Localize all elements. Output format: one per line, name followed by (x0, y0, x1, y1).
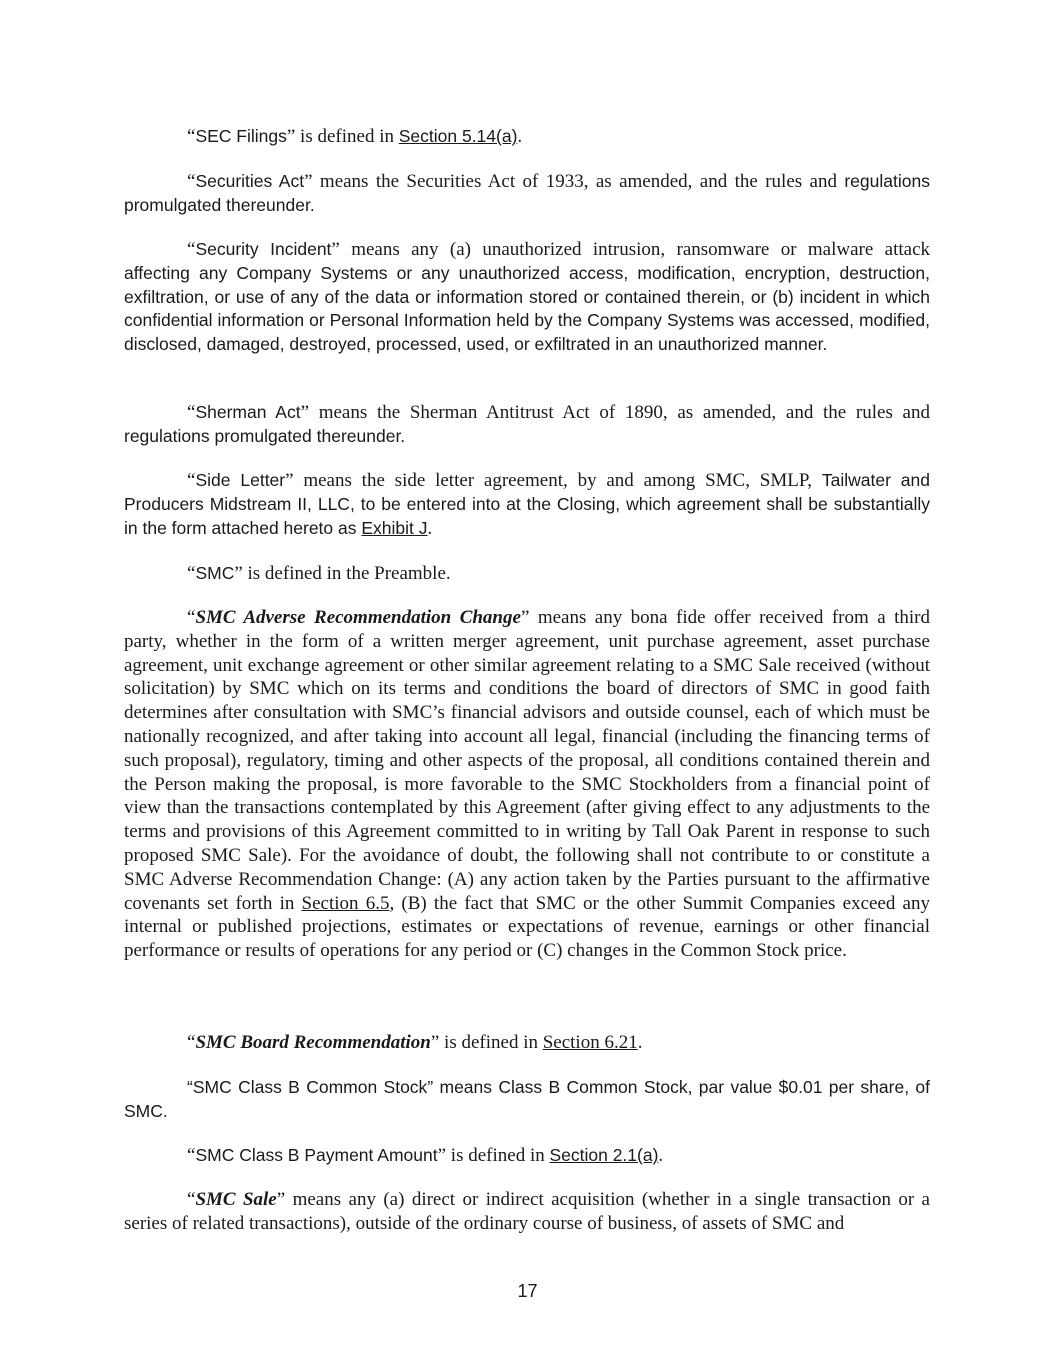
page-number: 17 (517, 1281, 538, 1301)
definition-smc-board-recommendation: “SMC Board Recommendation” is defined in Section 6.21. (187, 1032, 643, 1053)
cross-reference-link[interactable]: Section 5.14(a) (398, 126, 518, 146)
defined-term: SMC (195, 563, 235, 583)
definition-smc: “SMC” is defined in the Preamble. (187, 563, 451, 584)
cross-reference-link[interactable]: Section 2.1(a) (549, 1145, 659, 1165)
cross-reference-link[interactable]: Section 6.21 (542, 1032, 638, 1053)
defined-term: Side Letter (195, 470, 286, 490)
defined-term: SMC Board Recommendation (195, 1032, 431, 1053)
defined-term: SMC Class B Payment Amount (195, 1145, 438, 1165)
cross-reference-link[interactable]: Section 6.5 (301, 892, 390, 914)
defined-term: Securities Act (195, 171, 305, 191)
defined-term: SMC Adverse Recommendation Change (195, 607, 521, 628)
definition-security-incident: “Security Incident” means any (a) unauthorized intrusion, ransomware or malware attack affecting any Company Systems or any unauthorized access, modification, encryption, destruction, exfiltration, or use of any of the data or information stored or contained therein, or (b) incident in which confidential information or Personal Information held by the Company Systems was accessed, modified, disclosed, damaged, destroyed, processed, used, or exfiltrated in an unauthorized manner. (124, 239, 931, 355)
definition-side-letter: “Side Letter” means the side letter agreement, by and among SMC, SMLP, Tailwater and Producers Midstream II, LLC, to be entered into at the Closing, which agreement shall be substantially in the form attached hereto as Exhibit J. (124, 470, 930, 539)
cross-reference-link[interactable]: Exhibit J (361, 517, 428, 538)
defined-term: SEC Filings (195, 126, 287, 146)
definition-securities-act: “Securities Act” means the Securities Act of 1933, as amended, and the rules and regulations promulgated thereunder. (124, 171, 930, 215)
defined-term: Sherman Act (195, 402, 301, 422)
defined-term: SMC Class B Common Stock (192, 1077, 428, 1097)
defined-term: Security Incident (195, 239, 332, 259)
definition-sherman-act: “Sherman Act” means the Sherman Antitrust Act of 1890, as amended, and the rules and regulations promulgated thereunder. (124, 402, 930, 446)
defined-term: SMC Sale (195, 1189, 277, 1210)
definition-smc-class-b-payment-amount: “SMC Class B Payment Amount” is defined in Section 2.1(a). (187, 1145, 664, 1166)
definition-smc-class-b-common-stock: “SMC Class B Common Stock” means Class B Common Stock, par value $0.01 per share, of SMC. (124, 1077, 930, 1121)
definition-sec-filings: “SEC Filings” is defined in Section 5.14(a). (187, 126, 523, 147)
definition-smc-sale: “SMC Sale” means any (a) direct or indirect acquisition (whether in a single transaction or a series of related transactions), outside of the ordinary course of business, of assets of SMC and (124, 1189, 930, 1234)
definition-smc-adverse-recommendation-change: “SMC Adverse Recommendation Change” means any bona fide offer received from a third party, whether in the form of a written merger agreement, unit purchase agreement, asset purchase agreement, unit exchange agreement or other similar agreement relating to a SMC Sale received (without solicitation) by SMC which on its terms and conditions the board of directors of SMC in good faith determines after consultation with SMC’s financial advisors and outside counsel, each of which must be nationally recognized, and after taking into account all legal, financial (including the financing terms of such proposal), regulatory, timing and other aspects of the proposal, all conditions contained therein and the Person making the proposal, is more favorable to the SMC Stockholders from a financial point of view than the transactions contemplated by this Agreement (after giving effect to any adjustments to the terms and provisions of this Agreement committed to in writing by Tall Oak Parent in response to such proposed SMC Sale). For the avoidance of doubt, the following shall not contribute to or constitute a SMC Adverse Recommendation Change: (A) any action taken by the Parties pursuant to the affirmative covenants set forth in Section 6.5, (B) the fact that SMC or the other Summit Companies exceed any internal or published projections, estimates or expectations of revenue, earnings or other financial performance or results of operations for any period or (C) changes in the Common Stock price. (124, 607, 930, 962)
